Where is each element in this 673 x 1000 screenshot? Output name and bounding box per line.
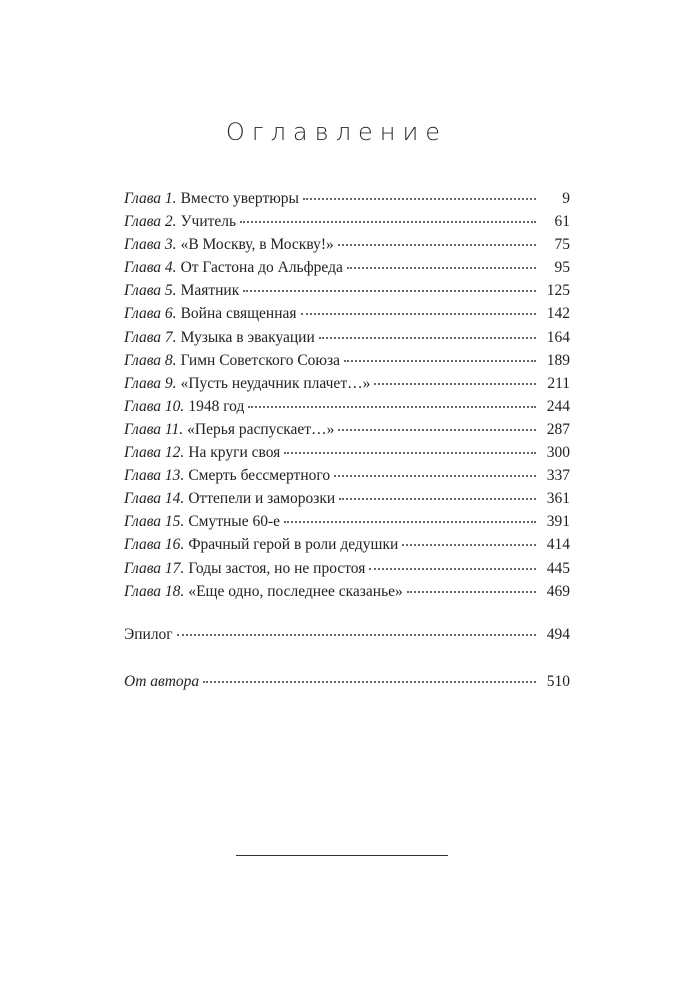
dot-leader [248,406,536,408]
dot-leader [347,267,536,269]
toc-row-chapter [124,372,570,395]
chapter-page-number: 300 [546,444,570,462]
chapter-prefix: Глава 9. [124,374,177,392]
chapter-prefix: Глава 5. [124,282,177,300]
epilog-entry [124,623,570,646]
chapter-title: От Гастона до Альфреда [180,259,343,277]
dot-leader [243,290,536,292]
chapter-prefix: Глава 7. [124,328,177,346]
toc-row-chapter [124,256,570,279]
from-author-page-number: 510 [546,673,570,690]
toc-row-chapter [124,441,570,464]
epilog-title: Эпилог [124,626,173,643]
chapter-page-number: 391 [546,513,570,531]
chapter-prefix: Глава 3. [124,236,177,254]
chapter-prefix: Глава 10. [124,397,185,415]
dot-leader [339,498,536,500]
chapter-prefix: Глава 14. [124,490,185,508]
toc-row-chapter [124,326,570,349]
dot-leader [284,452,536,454]
chapter-page-number: 61 [554,213,570,231]
dot-leader [334,475,536,477]
toc-row-chapter [124,395,570,418]
chapter-page-number: 189 [546,351,570,369]
page-title: Оглавление [225,118,448,146]
dot-leader [338,244,536,246]
toc-row-chapter [124,418,570,441]
chapter-title: Учитель [180,213,237,231]
dot-leader [344,360,536,362]
chapter-page-number: 361 [546,490,570,508]
chapter-title: Музыка в эвакуации [180,328,315,346]
chapter-page-number: 164 [546,328,570,346]
from-author-title: От автора [124,673,200,690]
toc-row-chapter [124,279,570,302]
chapter-page-number: 75 [554,236,570,254]
chapter-page-number: 95 [554,259,570,277]
dot-leader [284,521,536,523]
chapter-title: «В Москву, в Москву!» [180,236,334,254]
dot-leader [240,221,536,223]
toc-row-chapter [124,487,570,510]
toc-row-from-author [124,670,570,693]
dot-leader [338,429,536,431]
chapter-title: Оттепели и заморозки [188,490,336,508]
toc-row-chapter [124,464,570,487]
chapter-prefix: Глава 12. [124,444,185,462]
chapter-prefix: Глава 17. [124,559,185,577]
chapter-title: Фрачный герой в роли дедушки [188,536,399,554]
chapter-title: «Перья распускает…» [187,420,335,438]
toc-row-chapter [124,533,570,556]
toc-row-chapter [124,302,570,325]
toc-row-chapter [124,187,570,210]
chapter-title: Маятник [180,282,240,300]
chapter-prefix: Глава 4. [124,259,177,277]
dot-leader [402,544,536,546]
dot-leader [407,591,536,593]
toc-row-chapter [124,510,570,533]
chapter-title: Гимн Советского Союза [180,351,341,369]
chapter-title: Смерть бессмертного [188,467,331,485]
chapter-page-number: 287 [546,420,570,438]
chapter-prefix: Глава 2. [124,213,177,231]
chapter-title: На круги своя [188,444,281,462]
chapter-prefix: Глава 18. [124,582,185,600]
dot-leader [177,634,536,636]
chapter-title: Война священная [180,305,297,323]
toc-row-epilog [124,623,570,646]
toc-row-chapter [124,210,570,233]
chapter-page-number: 244 [546,397,570,415]
toc-row-chapter [124,557,570,580]
chapter-page-number: 445 [546,559,570,577]
dot-leader [303,198,536,200]
chapter-title: Годы застоя, но не простоя [188,559,366,577]
toc-row-chapter [124,233,570,256]
toc-row-chapter [124,349,570,372]
chapter-title: Вместо увертюры [180,190,299,207]
end-rule [236,855,448,856]
dot-leader [203,681,536,683]
chapter-prefix: Глава 1. [124,190,177,207]
from-author-entry [124,670,570,693]
chapter-prefix: Глава 13. [124,467,185,485]
chapter-title: «Пусть неудачник плачет…» [180,374,371,392]
dot-leader [369,568,536,570]
chapter-prefix: Глава 15. [124,513,185,531]
chapter-page-number: 469 [546,582,570,600]
toc-row-chapter [124,580,570,603]
chapter-page-number: 414 [546,536,570,554]
table-of-contents [124,187,570,603]
chapter-title: 1948 год [188,397,245,415]
chapter-page-number: 142 [546,305,570,323]
chapter-prefix: Глава 11. [124,420,184,438]
chapter-prefix: Глава 16. [124,536,185,554]
dot-leader [301,313,536,315]
chapter-page-number: 337 [546,467,570,485]
chapter-page-number: 125 [546,282,570,300]
chapter-prefix: Глава 8. [124,351,177,369]
chapter-title: «Еще одно, последнее сказанье» [188,582,403,600]
chapter-prefix: Глава 6. [124,305,177,323]
chapter-page-number: 9 [562,190,570,207]
chapter-page-number: 211 [547,374,570,392]
dot-leader [319,337,536,339]
epilog-page-number: 494 [546,626,570,643]
chapter-title: Смутные 60-е [188,513,280,531]
dot-leader [374,383,536,385]
